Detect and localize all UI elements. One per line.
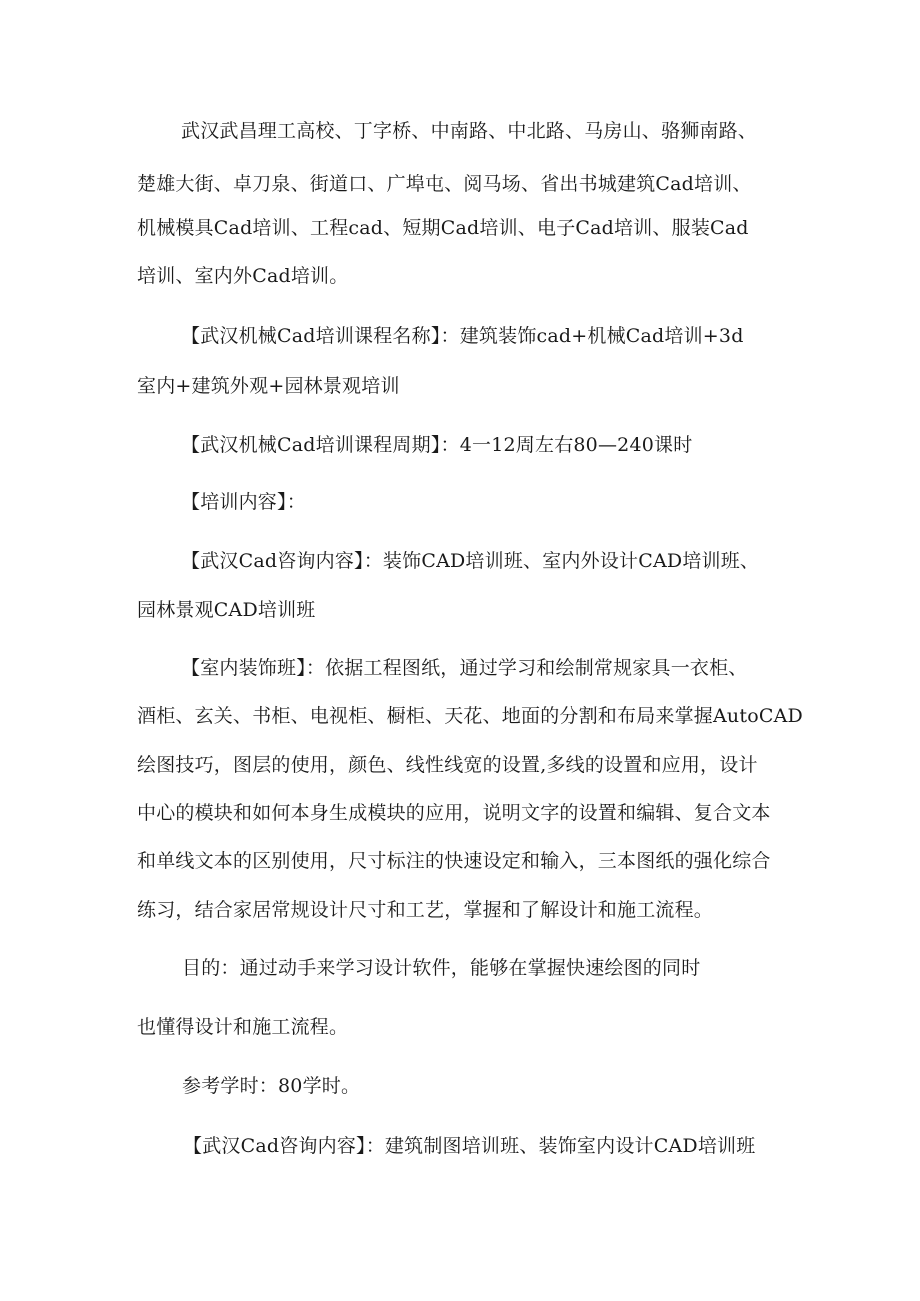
text-line: 楚雄大街、卓刀泉、街道口、广埠屯、阅马场、省出书城建筑Cad培训、 <box>137 173 752 195</box>
text-line: 【培训内容】： <box>181 491 306 513</box>
text-line: 绘图技巧，图层的使用，颜色、线性线宽的设置,多线的设置和应用，设计 <box>137 754 758 776</box>
text-line: 【室内装饰班】：依据工程图纸，通过学习和绘制常规家具一衣柜、 <box>181 657 748 679</box>
text-line: 【武汉机械Cad培训课程名称】：建筑装饰cad+机械Cad培训+3d <box>181 325 744 347</box>
text-line: 和单线文本的区别使用，尺寸标注的快速设定和输入，三本图纸的强化综合 <box>137 850 771 872</box>
text-line: 【武汉Cad咨询内容】：装饰CAD培训班、室内外设计CAD培训班、 <box>181 550 760 572</box>
text-line: 【武汉Cad咨询内容】：建筑制图培训班、装饰室内设计CAD培训班 <box>183 1135 756 1157</box>
text-line: 参考学时：80学时。 <box>182 1075 361 1097</box>
text-line: 室内+建筑外观+园林景观培训 <box>137 375 400 397</box>
text-line: 也懂得设计和施工流程。 <box>137 1016 349 1038</box>
text-line: 酒柜、玄关、书柜、电视柜、橱柜、天花、地面的分割和布局来掌握AutoCAD <box>137 705 803 727</box>
text-line: 武汉武昌理工高校、丁字桥、中南路、中北路、马房山、骆狮南路、 <box>181 120 758 142</box>
text-line: 练习，结合家居常规设计尺寸和工艺，掌握和了解设计和施工流程。 <box>137 899 714 921</box>
text-line: 园林景观CAD培训班 <box>137 599 316 621</box>
text-line: 机械模具Cad培训、工程cad、短期Cad培训、电子Cad培训、服装Cad <box>137 217 749 239</box>
text-line: 培训、室内外Cad培训。 <box>137 265 349 287</box>
text-line: 目的：通过动手来学习设计软件，能够在掌握快速绘图的同时 <box>182 957 701 979</box>
text-line: 【武汉机械Cad培训课程周期】：4一12周左右80—240课时 <box>181 434 693 456</box>
text-line: 中心的模块和如何本身生成模块的应用，说明文字的设置和编辑、复合文本 <box>137 802 771 824</box>
